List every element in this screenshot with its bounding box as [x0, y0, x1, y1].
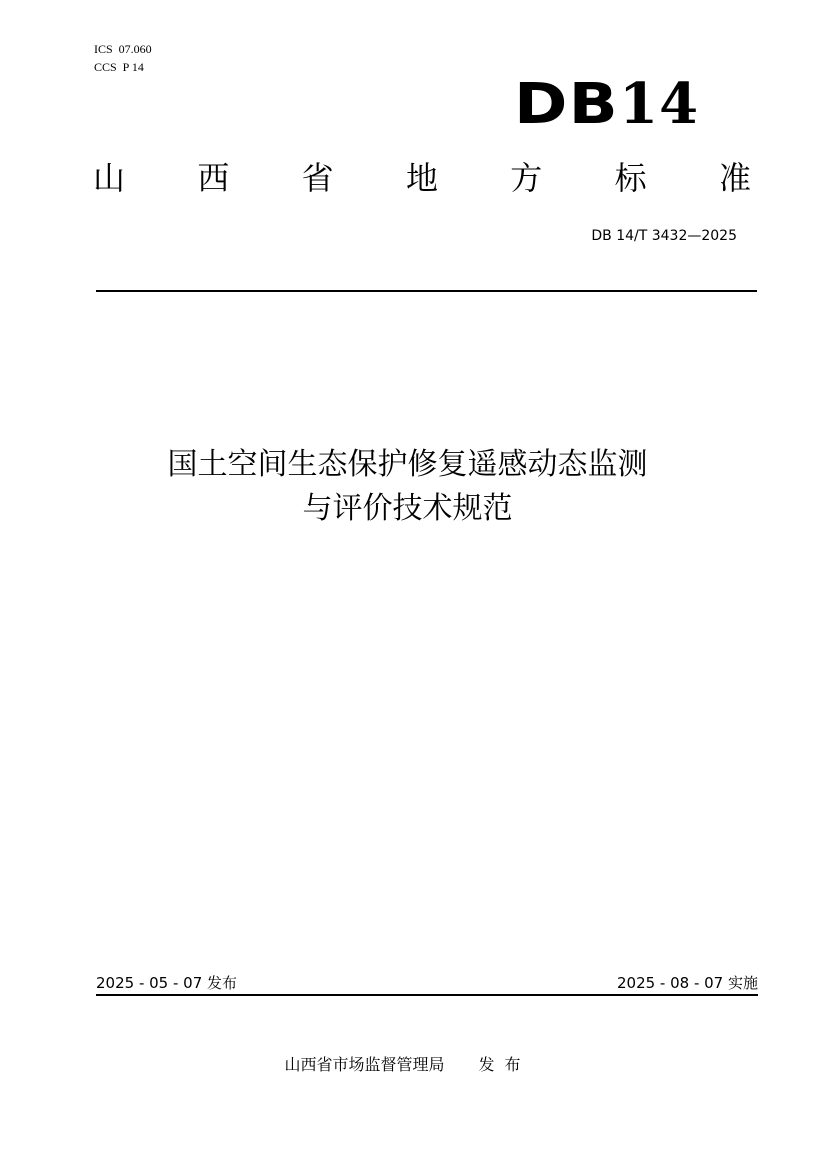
- ccs-code: CCS P 14: [94, 60, 144, 74]
- publisher-line: [0, 1054, 815, 1076]
- standard-type-char: 准: [718, 159, 751, 197]
- standard-type-char: 山: [92, 159, 125, 197]
- standard-type-char: 西: [197, 159, 230, 197]
- publisher-name: 山西省市场监督管理局: [284, 1055, 445, 1074]
- standard-type-char: 省: [301, 159, 334, 197]
- classification-codes: [94, 40, 152, 76]
- bottom-divider: [96, 994, 758, 996]
- standard-type-char: 方: [510, 159, 543, 197]
- standard-type-char: 标: [614, 159, 647, 197]
- standard-type-char: 地: [405, 159, 438, 197]
- standard-type-heading: [92, 156, 752, 200]
- title-line-1: 国土空间生态保护修复遥感动态监测: [167, 447, 648, 482]
- db-logo: [514, 71, 700, 137]
- publisher-action: 发布: [478, 1055, 531, 1074]
- standard-code: DB 14/T 3432—2025: [591, 228, 737, 244]
- release-date: 2025 - 05 - 07 发布: [96, 974, 238, 992]
- title-line-2: 与评价技术规范: [302, 491, 513, 526]
- implementation-date: 2025 - 08 - 07 实施: [616, 974, 758, 992]
- ics-code: ICS 07.060: [94, 42, 152, 56]
- top-divider: [96, 290, 757, 292]
- document-title: [0, 443, 815, 531]
- db-logo-letters: DB: [514, 72, 619, 137]
- db-logo-number: 14: [619, 71, 700, 137]
